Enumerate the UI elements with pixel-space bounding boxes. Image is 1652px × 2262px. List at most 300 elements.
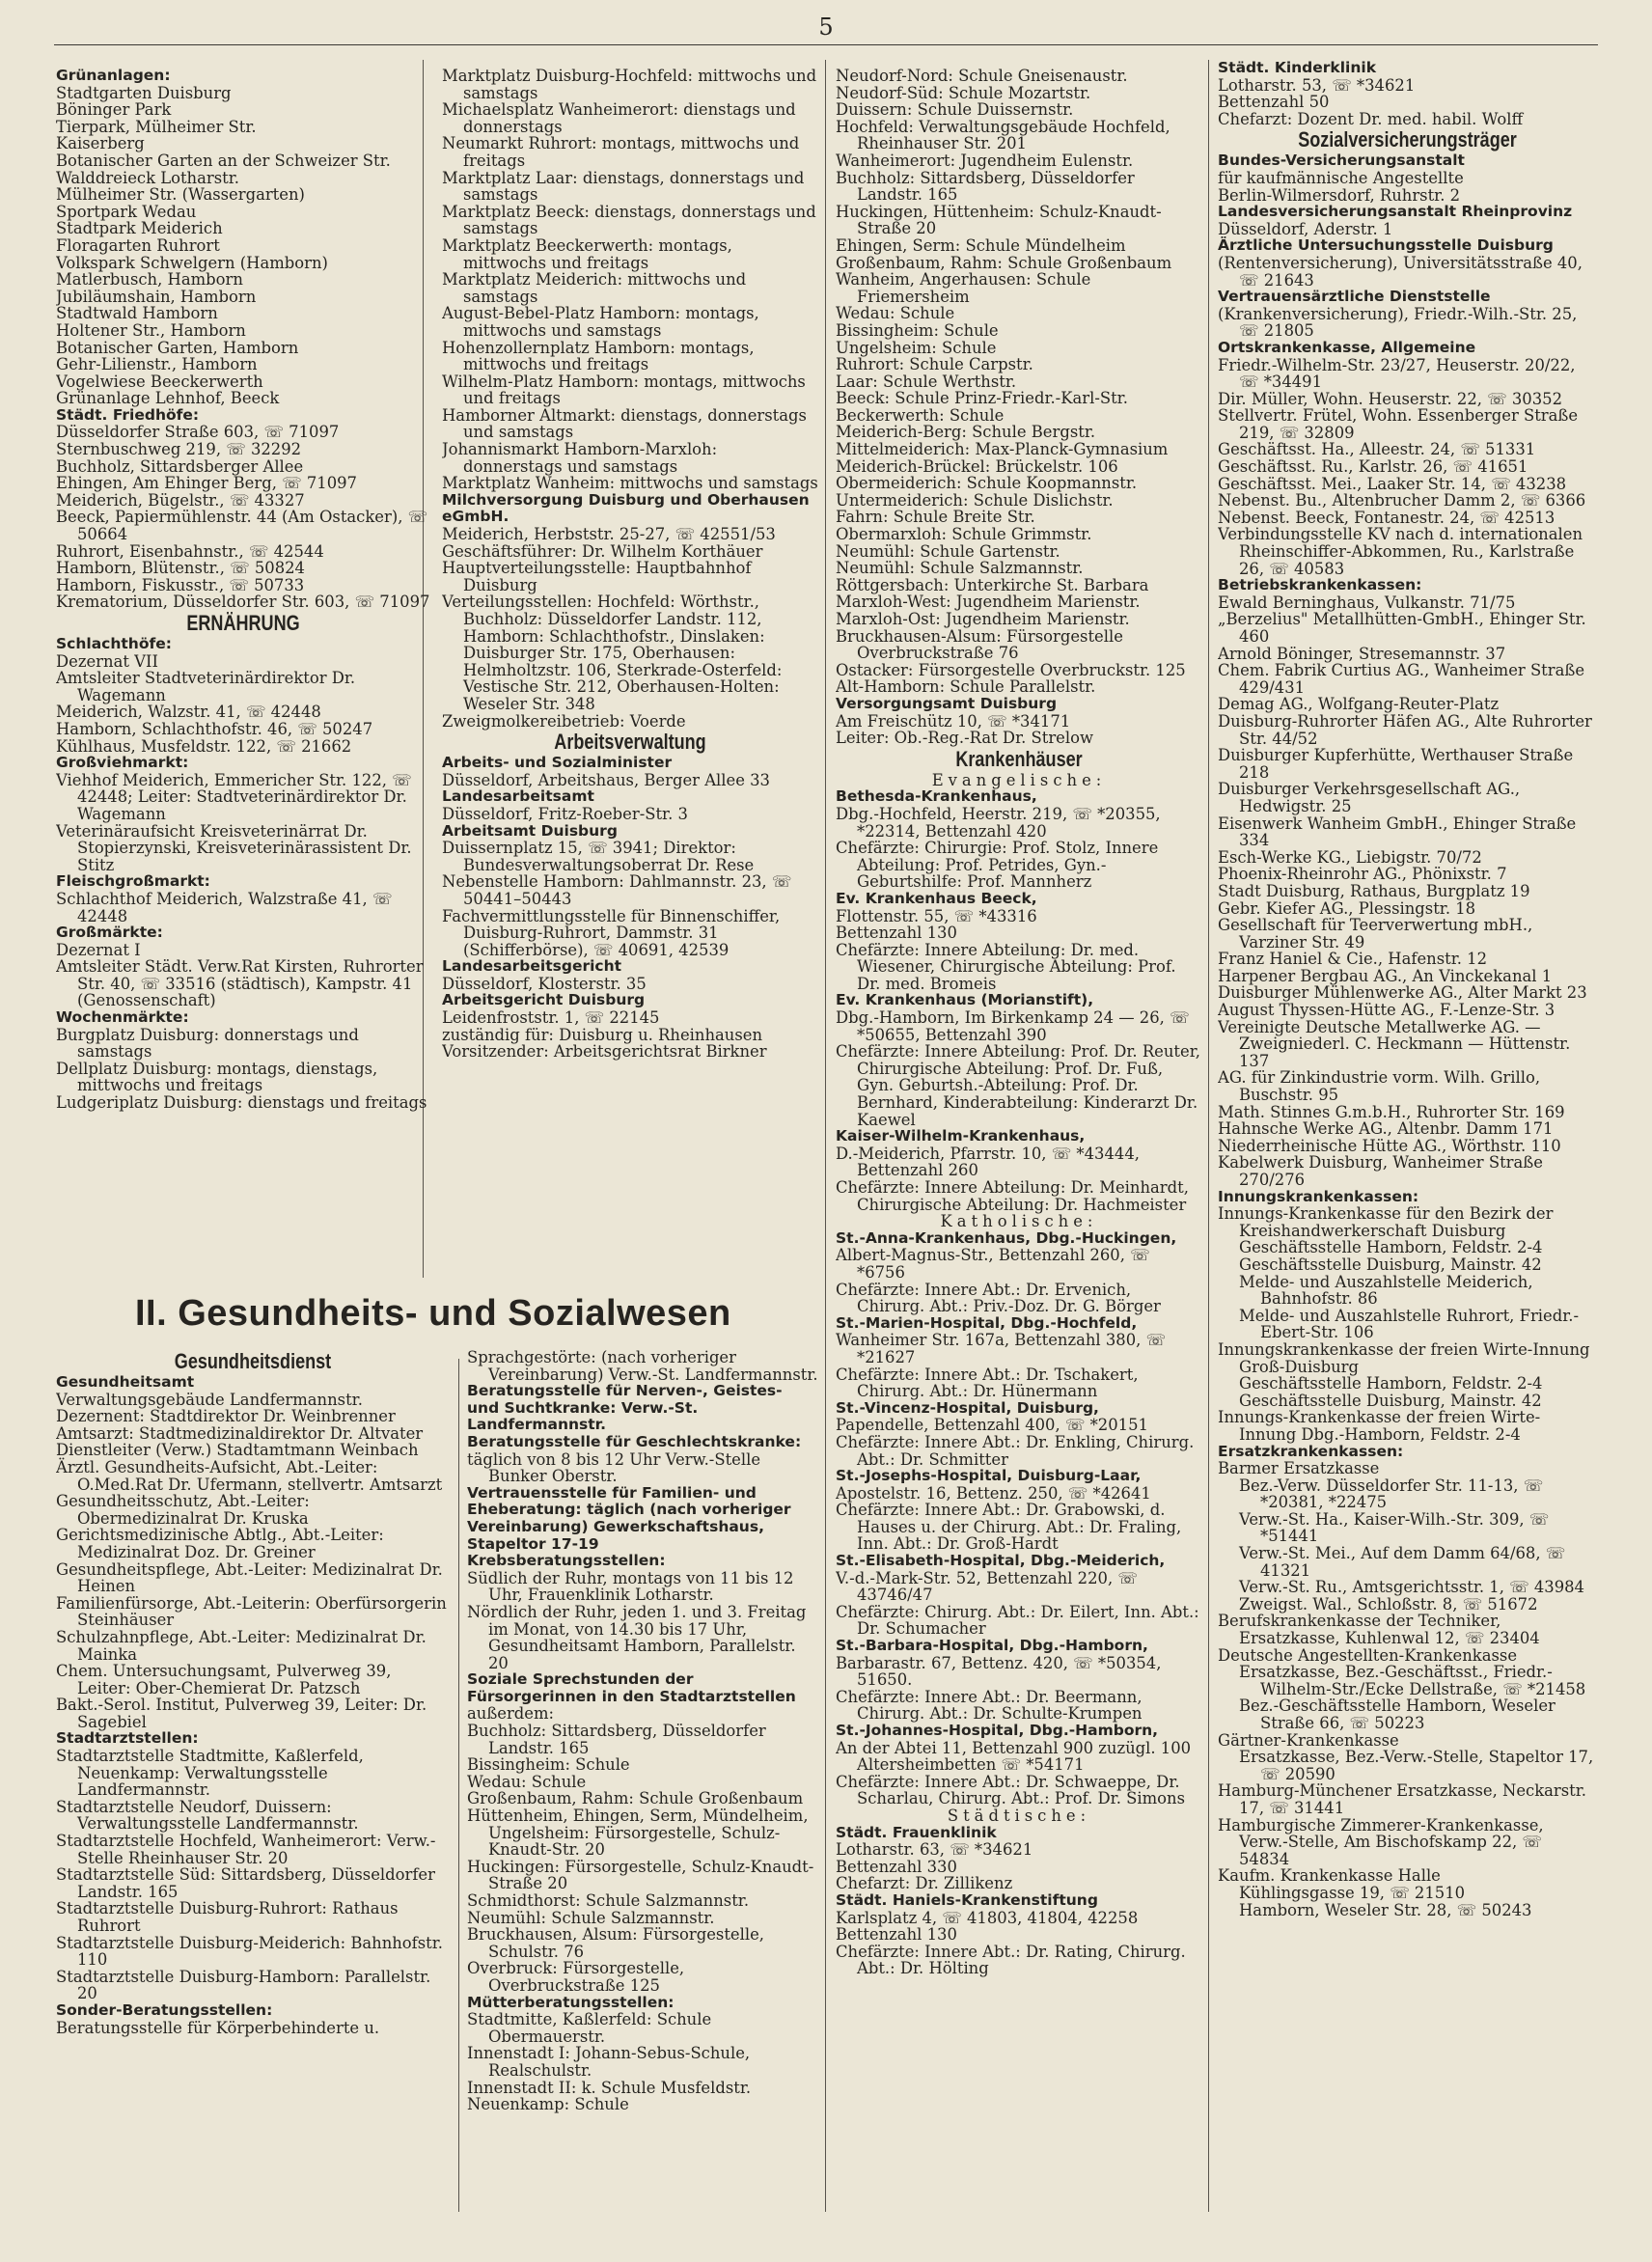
entry-text: Gesundheitspflege, Abt.-Leiter: Medizinalrat Dr. Heinen [56,1559,443,1596]
entry-text: Neumarkt Ruhrort: montags, mittwochs und freitags [442,134,800,170]
entry-text: Chefärzte: Chirurg. Abt.: Dr. Eilert, Inn. Abt.: Dr. Schumacher [836,1602,1199,1639]
entry-text: Karlsplatz 4, ☏ 41803, 41804, 42258 [836,1908,1139,1927]
entry-text: Mittelmeiderich: Max-Planck-Gymnasium [836,440,1169,459]
section-heading: St.-Elisabeth-Hospital, Dbg.-Meiderich, [836,1552,1166,1570]
entry-text: zuständig für: Duisburg u. Rheinhausen [442,1025,763,1044]
entry-text: Hamborn, Blütenstr., ☏ 50824 [56,559,305,578]
entry-text: Verbindungsstelle KV nach d. internationalen Rheinschiffer-Abkommen, Ru., Karlstraße 26, ☏ 40583 [1218,525,1583,578]
column-4 [1218,60,1597,2215]
sub-entry-text: Hamborn, Weseler Str. 28, ☏ 50243 [1239,1900,1532,1919]
section-heading: Landesversicherungsanstalt Rheinprovinz [1218,203,1573,221]
entry-text: Innenstadt II: k. Schule Musfeldstr. [467,2078,752,2097]
entry-text: An der Abtei 11, Bettenzahl 900 zuzügl. 100 Altersheimbetten ☏ *54171 [836,1738,1192,1775]
page-number: 5 [818,14,834,41]
entry-text: Gebr. Kiefer AG., Plessingstr. 18 [1218,898,1476,918]
subsection-label: Katholische: [940,1212,1098,1231]
entry-text: Dir. Müller, Wohn. Heuserstr. 22, ☏ 30352 [1218,389,1563,408]
entry-text: Flottenstr. 55, ☏ *43316 [836,906,1037,925]
entry-text: Dezernat I [56,940,141,959]
entry-text: (Rentenversicherung), Universitätsstraße 40, ☏ 21643 [1218,253,1583,290]
entry-text: (Krankenversicherung), Friedr.-Wilh.-Str. 25, ☏ 21805 [1218,304,1578,341]
entry-text: Schlachthof Meiderich, Walzstraße 41, ☏ 42448 [56,889,393,925]
section-heading: Sonder-Beratungsstellen: [56,2000,273,2019]
entry-text: Familienfürsorge, Abt.-Leiterin: Oberfürsorgerin Steinhäuser [56,1593,447,1630]
entry-text: Vogelwiese Beeckerwerth [56,372,263,391]
entry-text: Dezernat VII [56,651,158,671]
entry-text: Duisburger Kupferhütte, Werthauser Straße 218 [1218,746,1574,782]
sub-entry-text: Ersatzkasse, Bez.-Geschäftsst., Friedr.-Wilhelm-Str./Ecke Dellstraße, ☏ *21458 [1239,1663,1586,1698]
section-subtitle: Arbeitsverwaltung [554,730,706,755]
section-heading: Ev. Krankenhaus (Morianstift), [836,991,1094,1009]
section-heading: Vertrauensstelle für Familien- und Eheberatung: täglich (nach vorheriger Vereinbarung) Gewerkschaftshaus, Stapeltor 17-19 [467,1483,791,1553]
entry-text: Chefärzte: Innere Abt.: Dr. Schwaeppe, Dr. Scharlau, Chirurg. Abt.: Prof. Dr. Simons [836,1772,1185,1808]
section-heading: Versorgungsamt Duisburg [836,694,1058,712]
entry-text: Barbarastr. 67, Bettenz. 420, ☏ *50354, 51650. [836,1653,1162,1690]
entry-text: Bettenzahl 130 [836,924,957,943]
entry-text: Walddreieck Lotharstr. [56,168,239,187]
entry-text: Gärtner-Krankenkasse [1218,1730,1399,1750]
section-heading: Mütterberatungsstellen: [467,1993,675,2011]
entry-text: Viehhof Meiderich, Emmericher Str. 122, ☏ 42448; Leiter: Stadtveterinärdirektor Dr. Wagemann [56,770,412,823]
entry-text: Stadtarztstelle Duisburg-Hamborn: Parallelstr. 20 [56,1967,431,2003]
section-heading: Stadtarztstellen: [56,1729,199,1748]
entry-text: Marxloh-Ost: Jugendheim Marienstr. [836,610,1130,628]
entry-text: Stellvertr. Frütel, Wohn. Essenberger Straße 219, ☏ 32809 [1218,406,1579,442]
entry-text: Laar: Schule Werthstr. [836,372,1017,391]
entry-text: „Berzelius" Metallhütten-GmbH., Ehinger Str. 460 [1218,610,1586,646]
entry-text: Ärztl. Gesundheits-Aufsicht, Abt.-Leiter: O.Med.Rat Dr. Ufermann, stellvertr. Amtsarzt [56,1457,443,1494]
column-2-upper [442,68,818,1280]
entry-text: Hahnsche Werke AG., Altenbr. Damm 171 [1218,1119,1554,1139]
entry-text: Beeck: Schule Prinz-Friedr.-Karl-Str. [836,389,1128,408]
entry-text: Wanheim, Angerhausen: Schule Friemersheim [836,270,1091,306]
entry-text: Düsseldorfer Straße 603, ☏ 71097 [56,423,340,442]
entry-text: Chem. Untersuchungsamt, Pulverweg 39, Leiter: Ober-Chemierat Dr. Patzsch [56,1662,392,1697]
entry-text: Chefärzte: Innere Abteilung: Dr. Meinhardt, Chirurgische Abteilung: Dr. Hachmeister [836,1178,1189,1214]
entry-text: Dezernent: Stadtdirektor Dr. Weinbrenner [56,1407,396,1426]
entry-text: Innungs-Krankenkasse der freien Wirte-Innung Dbg.-Hamborn, Feldstr. 2-4 [1218,1408,1541,1444]
entry-text: Duisburger Verkehrsgesellschaft AG., Hedwigstr. 25 [1218,780,1521,815]
entry-text: Meiderich-Berg: Schule Bergstr. [836,423,1096,442]
entry-text: Sprachgestörte: (nach vorheriger Vereinbarung) Verw.-St. Landfermannstr. [467,1349,818,1384]
entry-text: Vorsitzender: Arbeitsgerichtsrat Birkner [442,1042,767,1062]
sub-entry-text: Geschäftsstelle Duisburg, Mainstr. 42 [1239,1391,1542,1410]
section-heading: Großviehmarkt: [56,754,189,772]
entry-text: Stadtpark Meiderich [56,219,223,238]
entry-text: Amtsarzt: Stadtmedizinaldirektor Dr. Altvater [56,1423,424,1443]
section-heading: Grünanlagen: [56,68,171,84]
subsection-label: Städtische: [947,1806,1091,1825]
section-heading: Städt. Haniels-Krankenstiftung [836,1890,1098,1909]
entry-text: Ruhrort: Schule Carpstr. [836,355,1033,374]
sub-entry-text: Verw.-St. Mei., Auf dem Damm 64/68, ☏ 41321 [1239,1544,1566,1580]
entry-text: Meiderich, Walzstr. 41, ☏ 42448 [56,703,321,722]
entry-text: Amtsleiter Stadtveterinärdirektor Dr. Wagemann [56,669,356,704]
entry-text: Niederrheinische Hütte AG., Wörthstr. 110 [1218,1136,1561,1155]
section-subtitle: Krankenhäuser [955,746,1083,771]
entry-text: Demag AG., Wolfgang-Reuter-Platz [1218,695,1500,714]
entry-text: Sportpark Wedau [56,202,197,221]
column-1-lower [56,1349,450,2214]
entry-text: Wanheimerort: Jugendheim Eulenstr. [836,151,1134,170]
entry-text: Duisburger Mühlenwerke AG., Alter Markt 23 [1218,983,1587,1003]
entry-text: Ungelsheim: Schule [836,338,997,357]
column-divider [458,1359,459,2212]
entry-text: Stadtarztstelle Neudorf, Duissern: Verwaltungsstelle Landfermannstr. [56,1797,359,1834]
entry-text: Stadtarztstelle Duisburg-Meiderich: Bahnhofstr. 110 [56,1933,443,1970]
sub-entry-text: Verw.-St. Ru., Amtsgerichtsstr. 1, ☏ 43984 [1239,1578,1584,1597]
entry-text: Buchholz: Sittardsberg, Düsseldorfer Landstr. 165 [836,168,1135,205]
section-heading: Landesarbeitsgericht [442,957,622,976]
section-heading: St.-Josephs-Hospital, Duisburg-Laar, [836,1467,1142,1485]
entry-text: Dbg.-Hochfeld, Heerstr. 219, ☏ *20355, *22314, Bettenzahl 420 [836,804,1161,841]
column-1-upper [56,68,430,1280]
entry-text: Lotharstr. 63, ☏ *34621 [836,1840,1033,1860]
sub-entry-text: Melde- und Auszahlstelle Ruhrort, Friedr.-Ebert-Str. 106 [1239,1306,1580,1342]
section-heading: Fleischgroßmarkt: [56,872,210,891]
entry-text: Gerichtsmedizinische Abtlg., Abt.-Leiter: Medizinalrat Doz. Dr. Greiner [56,1526,384,1561]
subsection-label: Evangelische: [931,770,1107,789]
entry-text: Röttgersbach: Unterkirche St. Barbara [836,575,1149,594]
entry-text: Wedau: Schule [467,1772,587,1791]
entry-text: Holtener Str., Hamborn [56,320,246,340]
section-heading: Betriebskrankenkassen: [1218,576,1422,594]
entry-text: Chefärzte: Innere Abt.: Dr. Tschakert, Chirurg. Abt.: Dr. Hünermann [836,1365,1139,1401]
section-heading: Arbeits- und Sozialminister [442,754,673,772]
sub-entry-text: Verw.-St. Ha., Kaiser-Wilh.-Str. 309, ☏ *51441 [1239,1509,1550,1546]
entry-text: Am Freischütz 10, ☏ *34171 [836,711,1071,731]
entry-text: Neudorf-Nord: Schule Gneisenaustr. [836,68,1128,85]
entry-text: Großenbaum, Rahm: Schule Großenbaum [467,1789,804,1808]
entry-text: Bettenzahl 50 [1218,93,1330,112]
entry-text: Hüttenheim, Ehingen, Serm, Mündelheim, Ungelsheim: Fürsorgestelle, Schulz-Knaudt-Str. 20 [467,1807,809,1860]
entry-text: Dienstleiter (Verw.) Stadtamtmann Weinbach [56,1441,419,1460]
entry-text: Marktplatz Duisburg-Hochfeld: mittwochs und samstags [442,68,817,102]
entry-text: V.-d.-Mark-Str. 52, Bettenzahl 220, ☏ 43746/47 [836,1568,1138,1605]
entry-text: Friedr.-Wilhelm-Str. 23/27, Heuserstr. 20/22, ☏ *34491 [1218,355,1576,392]
entry-text: Südlich der Ruhr, montags von 11 bis 12 Uhr, Frauenklinik Lotharstr. [467,1568,794,1605]
entry-text: Böninger Park [56,100,172,120]
entry-text: Mülheimer Str. (Wassergarten) [56,185,305,205]
section-heading: Schlachthöfe: [56,635,172,652]
entry-text: Franz Haniel & Cie., Hafenstr. 12 [1218,950,1488,969]
entry-text: Neuenkamp: Schule [467,2095,629,2114]
entry-text: Gesellschaft für Teerverwertung mbH., Varziner Str. 49 [1218,916,1533,952]
entry-text: Hamborner Altmarkt: dienstags, donnerstags und samstags [442,405,807,442]
section-heading: Beratungsstelle für Geschlechtskranke: [467,1432,802,1450]
entry-text: Hamburgische Zimmerer-Krankenkasse, Verw.-Stelle, Am Bischofskamp 22, ☏ 54834 [1218,1815,1544,1868]
entry-text: Nebenstelle Hamborn: Dahlmannstr. 23, ☏ 50441–50443 [442,872,792,908]
entry-text: Verteilungsstellen: Hochfeld: Wörthstr., Buchholz: Düsseldorfer Landstr. 112, Hamborn: Schlachthofstr., Dinslaken: Duisburger Str. 175, Oberhausen: Helmholtzstr. 106, Sterkrade-Osterfeld: Vestische Str. 212, Oberhausen-Holten: Weseler Str. 348 [442,593,783,713]
column-divider [1208,60,1209,2212]
entry-text: Kaufm. Krankenkasse Halle [1218,1866,1441,1886]
entry-text: Buchholz, Sittardsberger Allee [56,456,304,476]
entry-text: Barmer Ersatzkasse [1218,1459,1380,1478]
entry-text: Gehr-Lilienstr., Hamborn [56,355,258,374]
section-heading: Beratungsstelle für Nerven-, Geistes- und Suchtkranke: Verw.-St. Landfermannstr. [467,1382,783,1434]
entry-text: Ewald Berninghaus, Vulkanstr. 71/75 [1218,593,1516,612]
entry-text: Veterinäraufsicht Kreisveterinärrat Dr. Stopierzynski, Kreisveterinärassistent Dr. Stitz [56,821,412,874]
entry-text: Wilhelm-Platz Hamborn: montags, mittwochs und freitags [442,372,806,408]
entry-text: Düsseldorf, Aderstr. 1 [1218,219,1393,238]
entry-text: Chefärzte: Innere Abteilung: Dr. med. Wiesener, Chirurgische Abteilung: Prof. Dr. med. Bromeis [836,940,1176,993]
entry-text: Fahrn: Schule Breite Str. [836,508,1035,527]
entry-text: Hauptverteilungsstelle: Hauptbahnhof Duisburg [442,559,752,594]
entry-text: Esch-Werke KG., Liebigstr. 70/72 [1218,847,1482,867]
entry-text: außerdem: [467,1704,555,1724]
sub-entry-text: Geschäftsstelle Duisburg, Mainstr. 42 [1239,1255,1542,1274]
entry-text: Chefärzte: Innere Abt.: Dr. Rating, Chirurg. Abt.: Dr. Hölting [836,1942,1186,1978]
section-heading: Wochenmärkte: [56,1008,189,1027]
entry-text: Dellplatz Duisburg: montags, dienstags, mittwochs und freitags [56,1059,378,1095]
entry-text: Michaelsplatz Wanheimerort: dienstags und donnerstags [442,100,796,136]
entry-text: Stadtarztstelle Süd: Sittardsberg, Düsseldorfer Landstr. 165 [56,1865,435,1901]
entry-text: Alt-Hamborn: Schule Parallelstr. [836,677,1096,697]
entry-text: Bakt.-Serol. Institut, Pulverweg 39, Leiter: Dr. Sagebiel [56,1696,427,1731]
section-heading: Vertrauensärztliche Dienststelle [1218,288,1491,306]
section-heading: Milchversorgung Duisburg und Oberhausen eGmbH. [442,490,810,526]
header-rule [54,44,1598,45]
entry-text: Lotharstr. 53, ☏ *34621 [1218,75,1416,95]
entry-text: Krematorium, Düsseldorfer Str. 603, ☏ 71097 [56,593,430,612]
entry-text: Bettenzahl 330 [836,1857,957,1876]
entry-text: Apostelstr. 16, Bettenz. 250, ☏ *42641 [836,1483,1151,1503]
entry-text: Gesundheitsschutz, Abt.-Leiter: Obermedizinalrat Dr. Kruska [56,1492,310,1528]
entry-text: Neumühl: Schule Salzmannstr. [836,559,1084,578]
entry-text: Eisenwerk Wanheim GmbH., Ehinger Straße 334 [1218,814,1577,850]
section-subtitle: Gesundheitsdienst [174,1349,332,1373]
entry-text: D.-Meiderich, Pfarrstr. 10, ☏ *43444, Bettenzahl 260 [836,1144,1140,1180]
entry-text: Stadt Duisburg, Rathaus, Burgplatz 19 [1218,881,1530,900]
entry-text: Meiderich, Herbststr. 25-27, ☏ 42551/53 [442,525,776,544]
entry-text: Duisburg-Ruhrorter Häfen AG., Alte Ruhrorter Str. 44/52 [1218,711,1592,748]
entry-text: Hohenzollernplatz Hamborn: montags, mittwochs und freitags [442,338,755,374]
section-title: II. Gesundheits- und Sozialwesen [135,1293,731,1334]
entry-text: Verwaltungsgebäude Landfermannstr. [56,1390,363,1409]
section-heading: Krebsberatungsstellen: [467,1552,666,1570]
entry-text: Nebenst. Bu., Altenbrucher Damm 2, ☏ 6366 [1218,491,1586,510]
entry-text: für kaufmännische Angestellte [1218,168,1464,187]
entry-text: Chefarzt: Dr. Zillikenz [836,1874,1013,1893]
entry-text: Botanischer Garten an der Schweizer Str. [56,151,391,170]
entry-text: Johannismarkt Hamborn-Marxloh: donnerstags und samstags [442,440,718,476]
entry-text: Marktplatz Meiderich: mittwochs und samstags [442,270,747,306]
entry-text: Chefärzte: Innere Abt.: Dr. Ervenich, Chirurg. Abt.: Priv.-Doz. Dr. G. Börger [836,1280,1161,1316]
section-heading: Arbeitsgericht Duisburg [442,991,646,1009]
entry-text: Chefärzte: Chirurgie: Prof. Stolz, Innere Abteilung: Prof. Petrides, Gyn.-Geburtshilfe: Prof. Mannherz [836,839,1159,892]
entry-text: Wanheimer Str. 167a, Bettenzahl 380, ☏ *21627 [836,1331,1167,1366]
entry-text: Großenbaum, Rahm: Schule Großenbaum [836,253,1172,272]
entry-text: Kühlhaus, Musfeldstr. 122, ☏ 21662 [56,736,352,756]
section-subtitle: Sozialversicherungsträger [1298,127,1517,152]
entry-text: Hamburg-Münchener Ersatzkasse, Neckarstr. 17, ☏ 31441 [1218,1781,1587,1817]
entry-text: Burgplatz Duisburg: donnerstags und samstags [56,1025,359,1062]
entry-text: Hochfeld: Verwaltungsgebäude Hochfeld, Rheinhauser Str. 201 [836,117,1170,153]
sub-entry-text: Zweigst. Wal., Schloßstr. 8, ☏ 51672 [1239,1594,1538,1614]
entry-text: Innungskrankenkasse der freien Wirte-Innung Groß-Duisburg [1218,1339,1590,1376]
section-heading: St.-Anna-Krankenhaus, Dbg.-Huckingen, [836,1228,1177,1247]
entry-text: Bissingheim: Schule [467,1755,630,1775]
entry-text: Ehingen, Serm: Schule Mündelheim [836,235,1126,255]
section-heading: Städt. Frauenklinik [836,1823,997,1841]
entry-text: Grünanlage Lehnhof, Beeck [56,389,280,408]
entry-text: Chefärzte: Innere Abt.: Dr. Enkling, Chirurg. Abt.: Dr. Schmitter [836,1432,1195,1469]
sub-entry-text: Ersatzkasse, Bez.-Verw.-Stelle, Stapeltor 17, ☏ 20590 [1239,1748,1594,1783]
section-heading: Großmärkte: [56,924,163,942]
section-heading: Arbeitsamt Duisburg [442,821,618,840]
column-2-lower [467,1349,818,2214]
entry-text: Kaiserberg [56,134,145,153]
entry-text: Bruckhausen, Alsum: Fürsorgestelle, Schulstr. 76 [467,1925,765,1961]
entry-text: AG. für Zinkindustrie vorm. Wilh. Grillo, Buschstr. 95 [1218,1068,1541,1105]
section-heading: Soziale Sprechstunden der Fürsorgerinnen in den Stadtarztstellen [467,1670,796,1705]
entry-text: Duissernplatz 15, ☏ 3941; Direktor: Bundesverwaltungsoberrat Dr. Rese [442,839,755,874]
entry-text: Wedau: Schule [836,304,955,323]
entry-text: Marxloh-West: Jugendheim Marienstr. [836,593,1141,612]
entry-text: Chefärzte: Innere Abt.: Dr. Beermann, Chirurg. Abt.: Dr. Schulte-Krumpen [836,1687,1143,1724]
entry-text: Neumühl: Schule Salzmannstr. [467,1908,715,1927]
entry-text: Berufskrankenkasse der Techniker, Ersatzkasse, Kuhlenwal 12, ☏ 23404 [1218,1612,1540,1648]
entry-text: Marktplatz Beeckerwerth: montags, mittwochs und freitags [442,235,732,272]
entry-text: Stadtgarten Duisburg [56,83,232,102]
entry-text: Stadtmitte, Kaßlerfeld: Schule Obermauerstr. [467,2010,712,2046]
entry-text: Geschäftsst. Ha., Alleestr. 24, ☏ 51331 [1218,440,1536,459]
entry-text: Hamborn, Schlachthofstr. 46, ☏ 50247 [56,719,373,738]
entry-text: Kabelwerk Duisburg, Wanheimer Straße 270/276 [1218,1153,1543,1189]
entry-text: Leiter: Ob.-Reg.-Rat Dr. Strelow [836,729,1094,748]
section-heading: St.-Barbara-Hospital, Dbg.-Hamborn, [836,1637,1148,1655]
entry-text: Beckerwerth: Schule [836,405,1005,425]
sub-entry-text: Bez.-Geschäftsstelle Hamborn, Weseler Straße 66, ☏ 50223 [1239,1696,1556,1732]
section-heading: Innungskrankenkassen: [1218,1187,1419,1205]
entry-text: Düsseldorf, Arbeitshaus, Berger Allee 33 [442,770,770,789]
entry-text: Volkspark Schwelgern (Hamborn) [56,253,328,272]
entry-text: Math. Stinnes G.m.b.H., Ruhrorter Str. 169 [1218,1102,1565,1121]
entry-text: Beeck, Papiermühlenstr. 44 (Am Ostacker), ☏ 50664 [56,508,428,544]
section-heading: Ev. Krankenhaus Beeck, [836,889,1037,907]
section-heading: Landesarbeitsamt [442,787,594,806]
sub-entry-text: Geschäftsstelle Hamborn, Feldstr. 2-4 [1239,1374,1543,1393]
column-3 [836,68,1202,2215]
sub-entry-text: Bez.-Verw. Düsseldorfer Str. 11-13, ☏ *20381, *22475 [1239,1476,1544,1512]
section-heading: St.-Vincenz-Hospital, Duisburg, [836,1398,1099,1417]
entry-text: Fachvermittlungsstelle für Binnenschiffer, Duisburg-Ruhrort, Dammstr. 31 (Schifferbörse), ☏ 40691, 42539 [442,906,781,959]
column-divider [825,60,826,2212]
entry-text: Floragarten Ruhrort [56,235,220,255]
entry-text: Deutsche Angestellten-Krankenkasse [1218,1645,1518,1665]
entry-text: Untermeiderich: Schule Dislichstr. [836,490,1114,510]
section-heading: Bundes-Versicherungsanstalt [1218,152,1465,170]
entry-text: Hamborn, Fiskusstr., ☏ 50733 [56,575,305,594]
entry-text: Marktplatz Beeck: dienstags, donnerstags und samstags [442,202,816,238]
entry-text: Marktplatz Wanheim: mittwochs und samstags [442,474,818,493]
entry-text: Nördlich der Ruhr, jeden 1. und 3. Freitag im Monat, von 14.30 bis 17 Uhr, Gesundheitsamt Hamborn, Parallelstr. 20 [467,1602,807,1672]
entry-text: Geschäftsst. Ru., Karlstr. 26, ☏ 41651 [1218,457,1528,477]
entry-text: Vereinigte Deutsche Metallwerke AG. — Zweigniederl. C. Heckmann — Hüttenstr. 137 [1218,1017,1571,1070]
section-subtitle: ERNÄHRUNG [186,611,300,635]
entry-text: Papendelle, Bettenzahl 400, ☏ *20151 [836,1416,1148,1435]
entry-text: August Thyssen-Hütte AG., F.-Lenze-Str. 3 [1218,1001,1556,1020]
section-heading: Städt. Kinderklinik [1218,60,1377,76]
entry-text: Leidenfroststr. 1, ☏ 22145 [442,1008,660,1028]
entry-text: Neudorf-Süd: Schule Mozartstr. [836,83,1091,102]
entry-text: Sternbuschweg 219, ☏ 32292 [56,440,302,459]
section-heading: Gesundheitsamt [56,1373,195,1391]
entry-text: Buchholz: Sittardsberg, Düsseldorfer Landstr. 165 [467,1722,766,1757]
entry-text: Zweigmolkereibetrieb: Voerde [442,711,686,731]
entry-text: Stadtwald Hamborn [56,304,218,323]
section-heading: Städt. Friedhöfe: [56,405,200,424]
entry-text: Meiderich-Brückel: Brückelstr. 106 [836,456,1118,476]
entry-text: Jubiläumshain, Hamborn [56,287,257,306]
entry-text: Marktplatz Laar: dienstags, donnerstags und samstags [442,168,805,205]
entry-text: Dbg.-Hamborn, Im Birkenkamp 24 — 26, ☏ *50655, Bettenzahl 390 [836,1008,1190,1044]
entry-text: Beratungsstelle für Körperbehinderte u. [56,2018,380,2037]
entry-text: August-Bebel-Platz Hamborn: montags, mittwochs und samstags [442,304,759,340]
section-heading: Ortskrankenkasse, Allgemeine [1218,338,1476,356]
entry-text: Berlin-Wilmersdorf, Ruhrstr. 2 [1218,185,1461,205]
entry-text: Arnold Böninger, Stresemannstr. 37 [1218,644,1506,663]
entry-text: Stadtarztstelle Hochfeld, Wanheimerort: Verw.-Stelle Rheinhauser Str. 20 [56,1832,436,1867]
entry-text: Schmidthorst: Schule Salzmannstr. [467,1891,750,1910]
entry-text: Ehingen, Am Ehinger Berg, ☏ 71097 [56,474,357,493]
entry-text: Obermeiderich: Schule Koopmannstr. [836,474,1138,493]
entry-text: Ludgeriplatz Duisburg: dienstags und freitags [56,1093,427,1113]
section-heading: Kaiser-Wilhelm-Krankenhaus, [836,1127,1086,1145]
entry-text: Overbruck: Fürsorgestelle, Overbruckstraße 125 [467,1959,685,1995]
section-heading: Ersatzkrankenkassen: [1218,1442,1404,1460]
entry-text: Geschäftsst. Mei., Laaker Str. 14, ☏ 43238 [1218,474,1567,493]
entry-text: Ostacker: Fürsorgestelle Overbruckstr. 125 [836,660,1186,679]
sub-entry-text: Geschäftsstelle Hamborn, Feldstr. 2-4 [1239,1238,1543,1257]
entry-text: Meiderich, Bügelstr., ☏ 43327 [56,490,305,510]
entry-text: Stadtarztstelle Duisburg-Ruhrort: Rathaus Ruhrort [56,1899,399,1935]
entry-text: Düsseldorf, Klosterstr. 35 [442,974,647,993]
entry-text: Harpener Bergbau AG., An Vinckekanal 1 [1218,966,1553,985]
entry-text: Chefärzte: Innere Abteilung: Prof. Dr. Reuter, Chirurgische Abteilung: Prof. Dr. Fuß, Gyn. Geburtsh.-Abteilung: Prof. Dr. Bernhard, Kinderabteilung: Kinderarzt Dr. Kaewel [836,1042,1200,1129]
entry-text: täglich von 8 bis 12 Uhr Verw.-Stelle Bunker Oberstr. [467,1449,761,1486]
entry-text: Schulzahnpflege, Abt.-Leiter: Medizinalrat Dr. Mainka [56,1627,427,1664]
entry-text: Chem. Fabrik Curtius AG., Wanheimer Straße 429/431 [1218,661,1585,697]
entry-text: Duissern: Schule Duissernstr. [836,100,1074,120]
entry-text: Stadtarztstelle Stadtmitte, Kaßlerfeld, Neuenkamp: Verwaltungsstelle Landfermannstr. [56,1747,364,1800]
sub-entry-text: Melde- und Auszahlstelle Meiderich, Bahnhofstr. 86 [1239,1272,1533,1309]
entry-text: Bruckhausen-Alsum: Fürsorgestelle Overbruckstraße 76 [836,626,1123,663]
entry-text: Innenstadt I: Johann-Sebus-Schule, Realschulstr. [467,2044,751,2080]
entry-text: Matlerbusch, Hamborn [56,270,243,290]
entry-text: Düsseldorf, Fritz-Roeber-Str. 3 [442,804,688,823]
entry-text: Chefärzte: Innere Abt.: Dr. Grabowski, d. Hauses u. der Chirurg. Abt.: Dr. Fraling, Inn. Abt.: Dr. Groß-Hardt [836,1501,1182,1554]
entry-text: Neumühl: Schule Gartenstr. [836,541,1060,561]
entry-text: Phoenix-Rheinrohr AG., Phönixstr. 7 [1218,865,1507,884]
entry-text: Botanischer Garten, Hamborn [56,338,299,357]
entry-text: Bettenzahl 130 [836,1925,957,1945]
entry-text: Huckingen, Hüttenheim: Schulz-Knaudt-Straße 20 [836,202,1162,238]
entry-text: Obermarxloh: Schule Grimmstr. [836,525,1092,544]
section-heading: St.-Marien-Hospital, Dbg.-Hochfeld, [836,1313,1138,1332]
entry-text: Geschäftsführer: Dr. Wilhelm Korthäuer [442,541,763,561]
entry-text: Innungs-Krankenkasse für den Bezirk der Kreishandwerkerschaft Duisburg [1218,1204,1554,1240]
entry-text: Nebenst. Beeck, Fontanestr. 24, ☏ 42513 [1218,508,1556,527]
entry-text: Tierpark, Mülheimer Str. [56,117,257,136]
entry-text: Amtsleiter Städt. Verw.Rat Kirsten, Ruhrorter Str. 40, ☏ 33516 (städtisch), Kampstr. 41 (Genossenschaft) [56,957,424,1010]
entry-text: Chefarzt: Dozent Dr. med. habil. Wolff [1218,109,1524,128]
entry-text: Bissingheim: Schule [836,320,999,340]
entry-text: Huckingen: Fürsorgestelle, Schulz-Knaudt-Straße 20 [467,1857,814,1893]
section-heading: Ärztliche Untersuchungsstelle Duisburg [1218,236,1554,255]
entry-text: Albert-Magnus-Str., Bettenzahl 260, ☏ *6756 [836,1246,1150,1282]
section-heading: St.-Johannes-Hospital, Dbg.-Hamborn, [836,1722,1159,1739]
